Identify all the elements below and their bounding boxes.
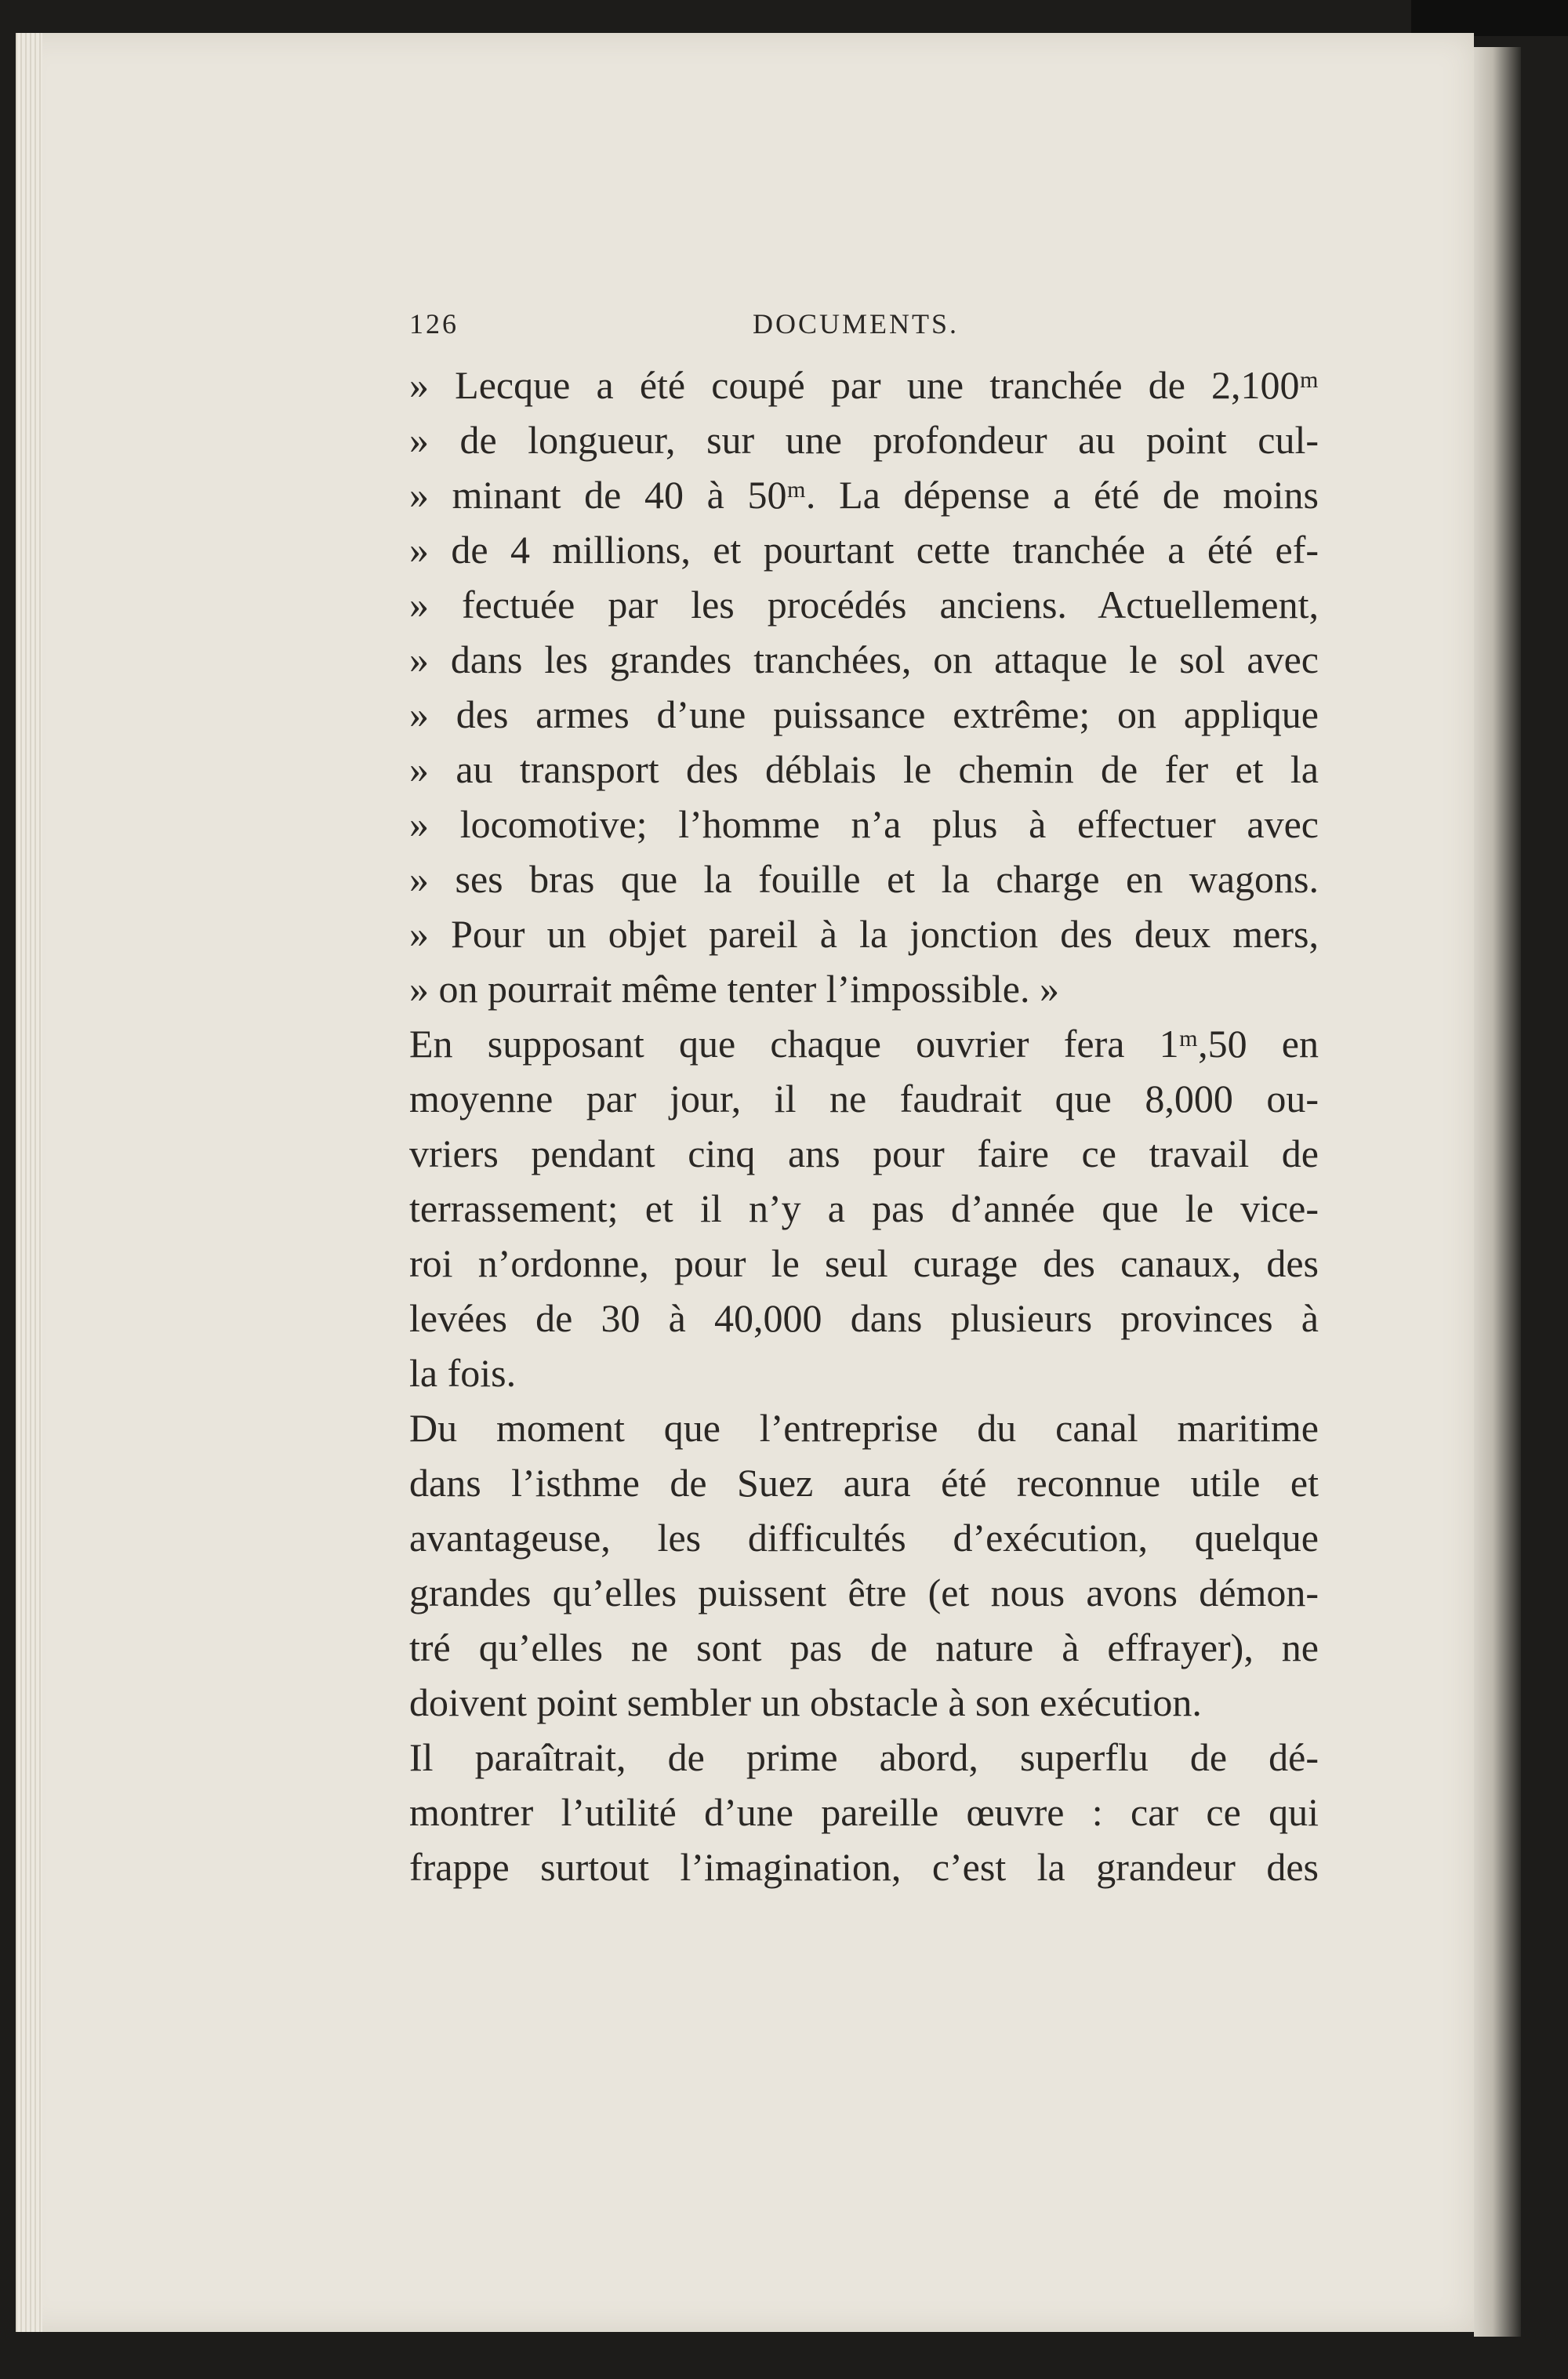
text-line: frappe surtout l’imagination, c’est la grandeur des <box>409 1845 1319 1889</box>
text-line: terrassement; et il n’y a pas d’année que le vice- <box>409 1186 1319 1230</box>
text-line: doivent point sembler un obstacle à son exécution. <box>409 1680 1202 1724</box>
text-line: » dans les grandes tranchées, on attaque le sol avec <box>409 637 1319 681</box>
page-text <box>409 307 1319 1894</box>
page-stack-edges <box>16 33 42 2332</box>
text-line: dans l’isthme de Suez aura été reconnue utile et <box>409 1461 1319 1505</box>
text-line: roi n’ordonne, pour le seul curage des canaux, des <box>409 1241 1319 1285</box>
book-spine-edge <box>1474 47 1521 2337</box>
text-line: avantageuse, les difficultés d’exécution, quelque <box>409 1516 1319 1560</box>
text-line: » minant de 40 à 50ᵐ. La dépense a été de moins <box>409 473 1319 517</box>
page-number: 126 <box>409 308 459 340</box>
text-line: » ses bras que la fouille et la charge en wagons. <box>409 857 1319 901</box>
text-line: » Pour un objet pareil à la jonction des deux mers, <box>409 912 1319 956</box>
running-title: DOCUMENTS. <box>753 308 960 340</box>
text-line: » locomotive; l’homme n’a plus à effectuer avec <box>409 802 1319 846</box>
text-line: » au transport des déblais le chemin de fer et la <box>409 747 1319 791</box>
text-line: vriers pendant cinq ans pour faire ce travail de <box>409 1131 1319 1175</box>
text-line: la fois. <box>409 1351 517 1395</box>
text-line: grandes qu’elles puissent être (et nous avons démon- <box>409 1571 1319 1614</box>
text-line: montrer l’utilité d’une pareille œuvre : car ce qui <box>409 1790 1319 1834</box>
text-line: moyenne par jour, il ne faudrait que 8,000 ou- <box>409 1077 1319 1120</box>
text-line: » Lecque a été coupé par une tranchée de 2,100ᵐ <box>409 363 1319 407</box>
text-line: En supposant que chaque ouvrier fera 1ᵐ,50 en <box>409 1022 1319 1066</box>
text-line: tré qu’elles ne sont pas de nature à effrayer), ne <box>409 1625 1319 1669</box>
scan-top-strip <box>1411 0 1568 36</box>
text-line: Du moment que l’entreprise du canal maritime <box>409 1406 1319 1450</box>
text-line: levées de 30 à 40,000 dans plusieurs provinces à <box>409 1296 1319 1340</box>
text-line: » fectuée par les procédés anciens. Actuellement, <box>409 583 1319 627</box>
text-line: Il paraîtrait, de prime abord, superflu de dé- <box>409 1735 1319 1779</box>
text-line: » des armes d’une puissance extrême; on applique <box>409 692 1319 736</box>
text-line: » on pourrait même tenter l’impossible. » <box>409 967 1059 1011</box>
text-line: » de 4 millions, et pourtant cette tranchée a été ef- <box>409 528 1319 572</box>
text-lines <box>409 358 1319 1894</box>
text-line: » de longueur, sur une profondeur au point cul- <box>409 418 1319 462</box>
running-header <box>409 307 1319 351</box>
